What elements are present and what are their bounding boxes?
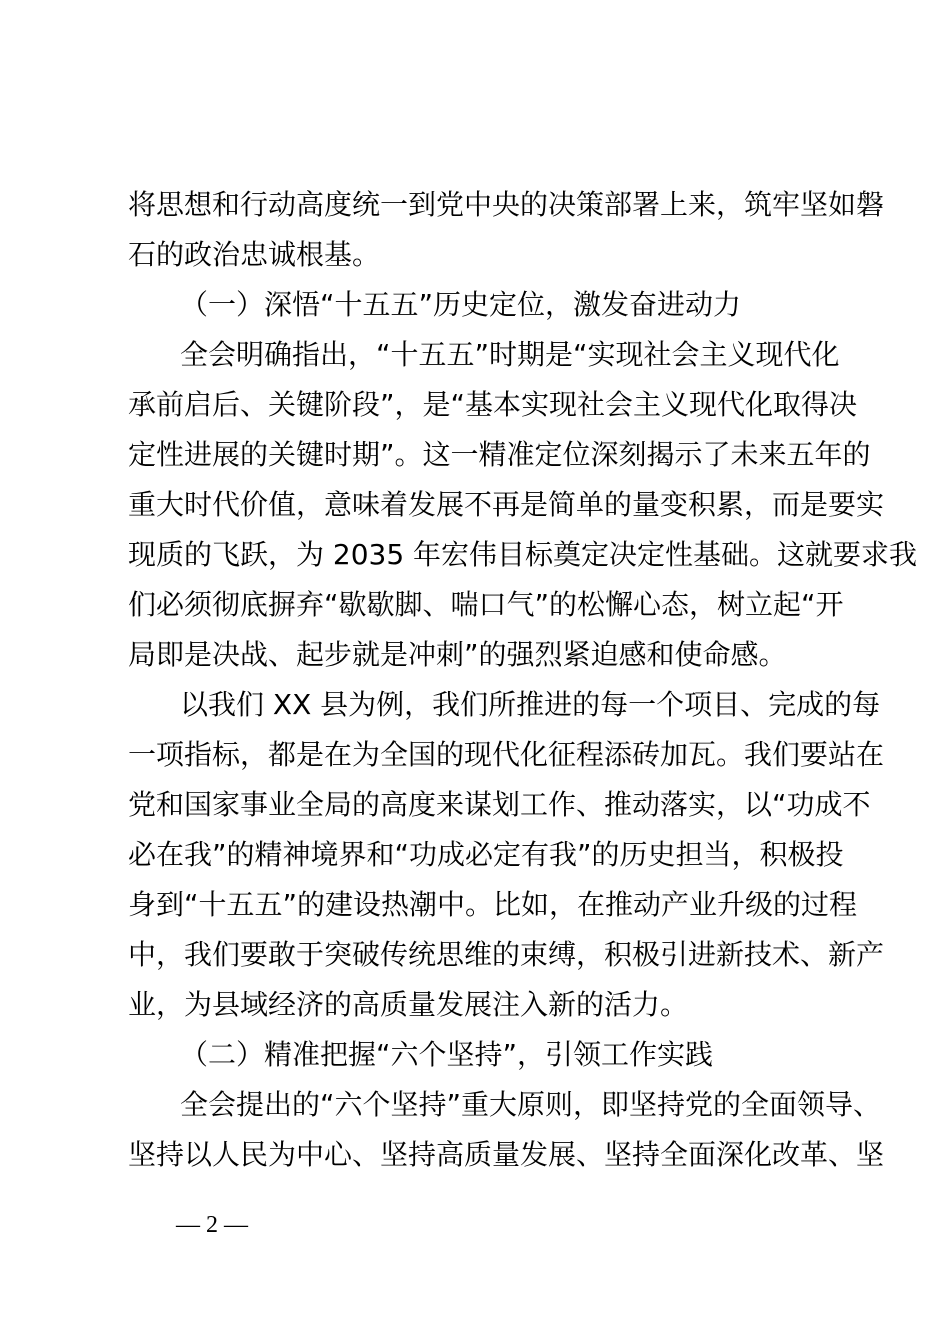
text-line: 一项指标，都是在为全国的现代化征程添砖加瓦。我们要站在	[128, 738, 885, 771]
text-line: 坚持以人民为中心、坚持高质量发展、坚持全面深化改革、坚	[128, 1138, 885, 1171]
text-line: 重大时代价值，意味着发展不再是简单的量变积累，而是要实	[128, 488, 885, 521]
text-line: 中，我们要敢于突破传统思维的束缚，积极引进新技术、新产	[128, 938, 885, 971]
text-line: 业，为县域经济的高质量发展注入新的活力。	[128, 988, 689, 1021]
text-line: （二）精准把握“六个坚持”，引领工作实践	[180, 1038, 714, 1071]
text-line: 现质的飞跃，为 2035 年宏伟目标奠定决定性基础。这就要求我	[128, 538, 918, 571]
document-body	[128, 183, 918, 1183]
text-line: 党和国家事业全局的高度来谋划工作、推动落实，以“功成不	[128, 788, 871, 821]
text-line: 们必须彻底摒弃“歇歇脚、喘口气”的松懈心态，树立起“开	[128, 588, 844, 621]
text-line: 全会提出的“六个坚持”重大原则，即坚持党的全面领导、	[180, 1088, 882, 1121]
text-line: 定性进展的关键时期”。这一精准定位深刻揭示了未来五年的	[128, 438, 871, 471]
text-line: 全会明确指出，“十五五”时期是“实现社会主义现代化	[180, 338, 840, 371]
page-number: — 2 —	[176, 1212, 248, 1238]
text-line: 石的政治忠诚根基。	[128, 238, 381, 271]
text-line: （一）深悟“十五五”历史定位，激发奋进动力	[180, 288, 742, 321]
text-line: 局即是决战、起步就是冲刺”的强烈紧迫感和使命感。	[128, 638, 787, 671]
text-line: 身到“十五五”的建设热潮中。比如，在推动产业升级的过程	[128, 888, 858, 921]
text-line: 必在我”的精神境界和“功成必定有我”的历史担当，积极投	[128, 838, 844, 871]
text-line: 承前启后、关键阶段”，是“基本实现社会主义现代化取得决	[128, 388, 858, 421]
text-line: 将思想和行动高度统一到党中央的决策部署上来，筑牢坚如磐	[128, 188, 885, 221]
text-line: 以我们 XX 县为例，我们所推进的每一个项目、完成的每	[180, 688, 881, 721]
